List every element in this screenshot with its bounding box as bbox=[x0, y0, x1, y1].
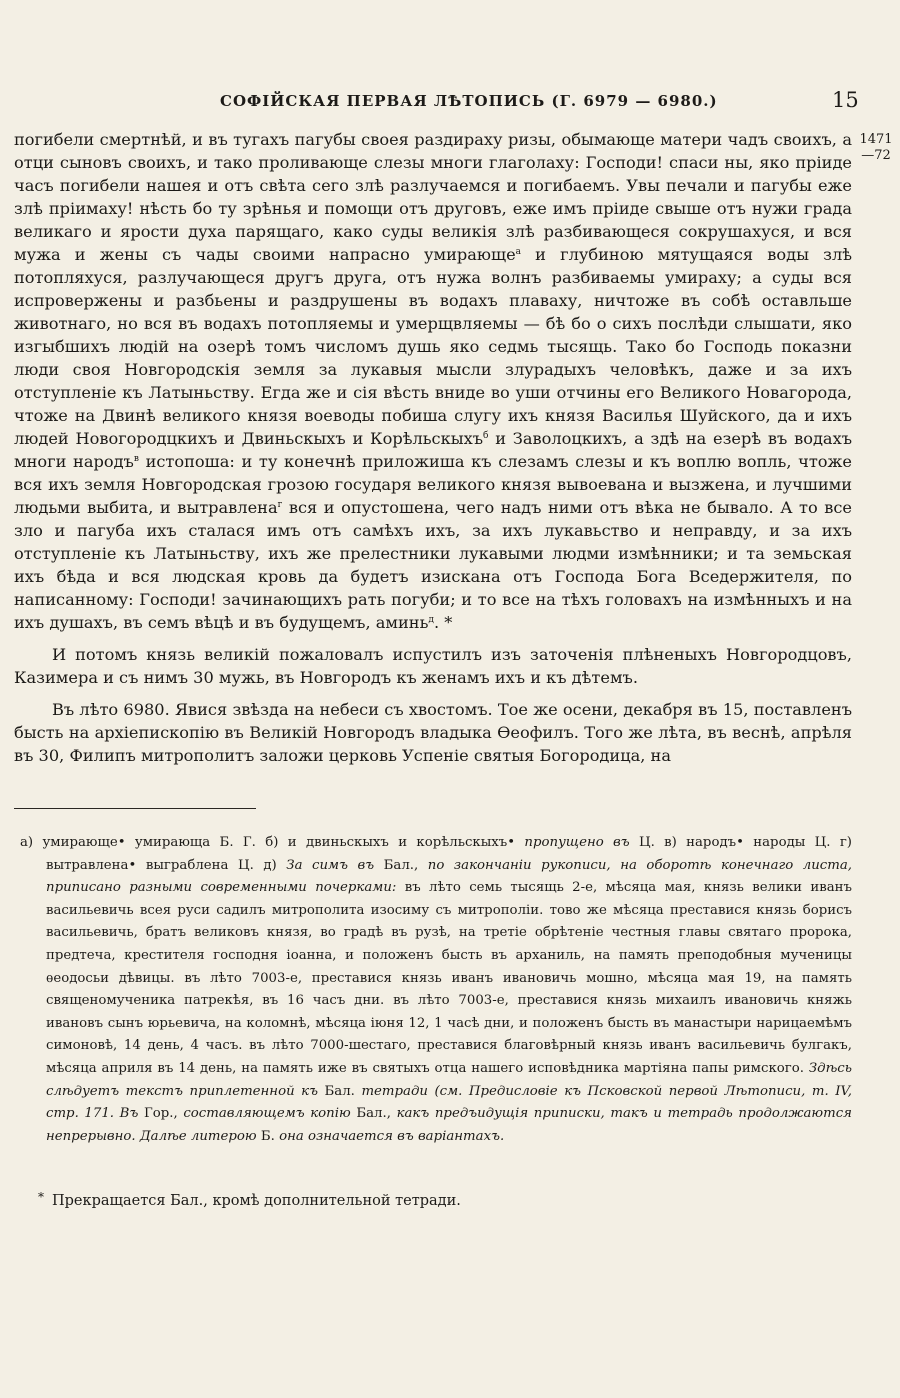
endnote-asterisk: * bbox=[38, 1190, 44, 1204]
text-segment: она означается въ варіантахъ. bbox=[279, 1128, 505, 1144]
paragraph-1 bbox=[14, 128, 852, 634]
text-segment: по закончаніи рукописи, на оборотѣ конечнаго листа, приписано разными современными почерками: bbox=[46, 857, 853, 896]
text-segment: За симъ въ bbox=[286, 857, 375, 873]
footnote-marker: г bbox=[277, 500, 283, 510]
footnote-marker: а bbox=[515, 247, 522, 257]
footnote-1 bbox=[20, 832, 852, 1148]
text-segment: какъ предъидущія приписки, такъ и тетрадь продолжаются непрерывно. Далѣе литерою bbox=[46, 1106, 852, 1144]
text-segment: Въ лѣто 6980. Явися звѣзда на небеси съ хвостомъ. Тое же осени, декабря въ 15, поставленъ бысть на архіепископію въ Великій Новгородъ владыка Ѳеофилъ. Того же лѣта, въ веснѣ, апрѣля въ 30, Филипъ митрополитъ заложи церковь Успеніе святыя Богородица, на bbox=[14, 700, 852, 765]
page-number: 15 bbox=[832, 88, 859, 112]
footnote-divider bbox=[14, 808, 256, 809]
text-segment: пропущено въ bbox=[524, 835, 630, 850]
text-segment: И потомъ князь великій пожаловалъ испустилъ изъ заточенія плѣненыхъ Новгородцовъ, Казимера и съ нимъ 30 мужь, въ Новгородъ къ женамъ ихъ и къ дѣтемъ. bbox=[14, 645, 852, 687]
endnote bbox=[38, 1186, 838, 1212]
text-segment: Бал., bbox=[350, 1106, 397, 1122]
text-segment: тетради (см. Предисловіе къ Псковской первой Лѣтописи, т. IV, стр. 171. Въ bbox=[46, 1083, 853, 1122]
text-segment: вся и опустошена, чего надъ ними отъ вѣка не бывало. А то все зло и пагуба ихъ сталася имъ отъ самѣхъ ихъ, за ихъ лукавьство и неправду, и за ихъ отступленіе къ Латыньству, ихъ же прелестники лукавыми людми измѣнники; и та земьская ихъ бѣда и вся людская кровь да будетъ изискана отъ Господа Бога Вседержителя, по написанному: Господи! зачинающихъ рать погуби; и то все на тѣхъ головахъ на измѣнныхъ и на ихъ душахъ, въ семъ вѣцѣ и въ будущемъ, аминь bbox=[14, 498, 852, 632]
text-segment: Гор., bbox=[138, 1106, 184, 1122]
running-title: СОФІЙСКАЯ ПЕРВАЯ ЛѢТОПИСЬ (Г. 6979 — 6980.) bbox=[220, 92, 718, 110]
margin-year-top: 1471 bbox=[859, 132, 893, 147]
main-text bbox=[14, 128, 852, 776]
text-segment: погибели смертнѣй, и въ тугахъ пагубы своея раздираху ризы, обымающе матери чадъ своихъ, а отци сыновъ своихъ, и тако проливающе слезы многи глаголаху: Господи! спаси ны, яко пріиде часъ погибели нашея и отъ свѣта сего злѣ разлучаемся и погибаемъ. Увы печали и пагубы еже злѣ пріимаху! нѣсть бо ту зрѣнья и помощи отъ друговъ, еже имъ пріиде свыше отъ нужи града великаго и ярости духа парящаго, како суды великія злѣ разбивающеся сокрушахуся, и вся мужа и жены съ чады своими напрасно умирающе bbox=[14, 130, 852, 264]
text-segment: истопоша: и ту конечнѣ приложиша къ слезамъ слезы и къ воплю вопль, чтоже вся ихъ земля Новгородская грозою государя великого князя вывоевана и вызжена, и лучшими людьми выбита, и вытравлена bbox=[14, 452, 852, 517]
text-segment: Здѣсь слѣдуетъ текстъ приплетенной къ bbox=[46, 1060, 852, 1099]
endnote-text: Прекращается Бал., кромѣ дополнительной тетради. bbox=[52, 1193, 461, 1209]
text-segment: а) умирающе• умирающа Б. Г. б) и двиньскыхъ и корѣльскыхъ• bbox=[20, 835, 525, 850]
text-segment: и Заволоцкихъ, а здѣ на езерѣ въ водахъ многи народъ bbox=[14, 429, 852, 471]
paragraph-2 bbox=[14, 643, 852, 689]
text-segment: въ лѣто семь тысящь 2-е, мѣсяца мая, князь велики иванъ васильевичь всея руси садилъ митрополита изосиму съ митрополіи. тово же мѣсяца преставися князь борисъ васильевичь, братъ великовъ князя, во градѣ въ рузѣ, на третіе обрѣтеніе честныя главы святаго пророка, предтеча, крестителя господня іоанна, и положенъ бысть въ арханиль, на память преподобныя мученицы ѳеодосьи дѣвицы. въ лѣто 7003-е, преставися князь иванъ ивановичь мошно, мѣсяца мая 19, на память священомученика патрекѣя, въ 16 часъ дни. въ лѣто 7003-е, преставися князь михаилъ ивановичь княжь ивановъ сынъ юрьевича, на коломнѣ, мѣсяца іюня 12, 1 часѣ дни, и положенъ бысть въ манастыри нарицаемѣмъ симоновѣ, 14 день, 4 часъ. въ лѣто 7000-шестаго, преставися благовѣрный князь иванъ васильевичь булгакъ, мѣсяца априля въ 14 день, на память иже въ святыхъ отца нашего исповѣдника мартіяна папы римского. bbox=[46, 880, 852, 1076]
paragraph-3 bbox=[14, 698, 852, 767]
text-segment: составляющемъ копію bbox=[183, 1106, 351, 1122]
text-segment: Бал. bbox=[317, 1083, 362, 1099]
footnote-marker: в bbox=[133, 454, 139, 464]
text-segment: и глубиною мятущаяся воды злѣ потопляхуся, разлучающеся другъ друга, отъ нужа волнъ разбиваемы умираху; а суды вся испровержены и разбьены и раздрушены въ водахъ плаваху, ничтоже въ собѣ оставльше животнаго, но вся въ водахъ потопляемы и умерщвляемы — бѣ бо о сихъ послѣди слышати, яко изгыбшихъ людій на озерѣ томъ числомъ душь яко седмь тысящь. Тако бо Господь показни люди своя Новгородскія земля за лукавыя мысли злурадыхъ человѣкъ, даже и за ихъ отступленіе къ Латыньству. Егда же и сія вѣсть вниде во уши отчины его Великого Новагорода, чтоже на Двинѣ великого князя воеводы побиша слугу ихъ князя Василья Шуйского, да и ихъ людей Новогородцкихъ и Двиньскыхъ и Корѣльскыхъ bbox=[14, 245, 852, 448]
text-segment: Бал., bbox=[374, 857, 428, 873]
footnote-marker: б bbox=[483, 431, 489, 441]
text-segment: Б. bbox=[256, 1128, 280, 1144]
footnotes bbox=[20, 832, 852, 1148]
text-segment: . * bbox=[433, 613, 453, 632]
text-segment: Ц. в) народъ• народы Ц. г) вытравлена• выграблена Ц. д) bbox=[46, 835, 852, 873]
page-header bbox=[0, 88, 900, 122]
margin-years bbox=[858, 132, 894, 164]
margin-year-bottom: —72 bbox=[861, 148, 891, 163]
footnote-marker: д bbox=[428, 615, 434, 625]
